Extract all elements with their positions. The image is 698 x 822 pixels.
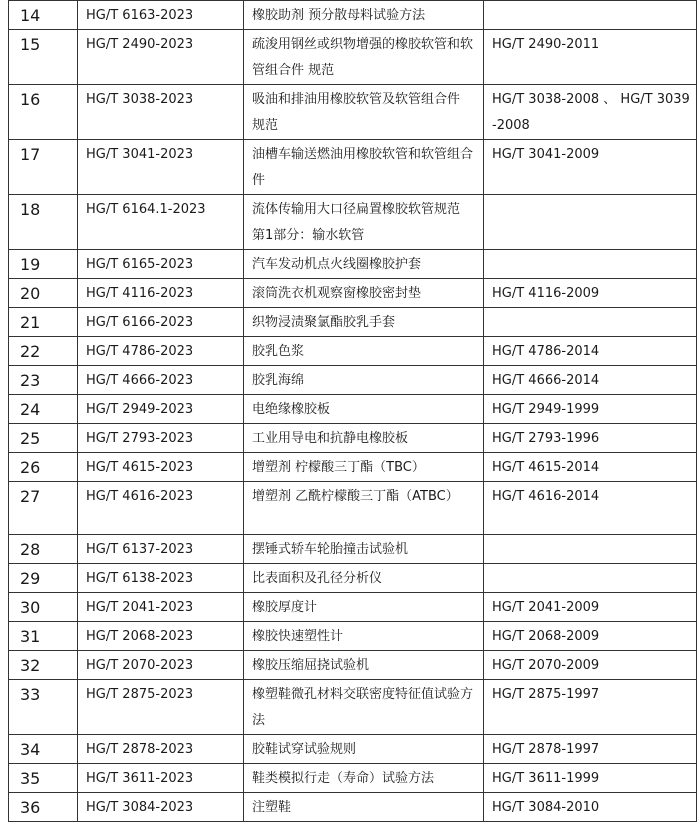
row-number: 21: [9, 308, 78, 337]
standard-code: HG/T 3041-2023: [78, 140, 244, 195]
table-row: [9, 453, 697, 482]
standard-code: HG/T 4615-2023: [78, 453, 244, 482]
row-number: 14: [9, 1, 78, 30]
table-row: [9, 764, 697, 793]
replaced-standard: HG/T 3084-2010: [484, 793, 697, 822]
standard-code: HG/T 2878-2023: [78, 735, 244, 764]
table-row: [9, 279, 697, 308]
row-number: 24: [9, 395, 78, 424]
replaced-standard: HG/T 4666-2014: [484, 366, 697, 395]
row-number: 31: [9, 622, 78, 651]
row-number: 23: [9, 366, 78, 395]
row-number: 34: [9, 735, 78, 764]
replaced-standard: HG/T 4615-2014: [484, 453, 697, 482]
standard-name: 橡胶厚度计: [244, 593, 484, 622]
table-row: [9, 424, 697, 453]
standard-name: 鞋类模拟行走（寿命）试验方法: [244, 764, 484, 793]
standard-code: HG/T 2949-2023: [78, 395, 244, 424]
table-row: [9, 250, 697, 279]
table-row: [9, 482, 697, 535]
table-row: [9, 140, 697, 195]
table-row: [9, 535, 697, 564]
standard-code: HG/T 6163-2023: [78, 1, 244, 30]
standard-name: 滚筒洗衣机观察窗橡胶密封垫: [244, 279, 484, 308]
row-number: 28: [9, 535, 78, 564]
standard-code: HG/T 4666-2023: [78, 366, 244, 395]
standard-code: HG/T 2793-2023: [78, 424, 244, 453]
replaced-standard: HG/T 4116-2009: [484, 279, 697, 308]
replaced-standard: HG/T 2793-1996: [484, 424, 697, 453]
standard-name: 胶鞋试穿试验规则: [244, 735, 484, 764]
standard-name: 汽车发动机点火线圈橡胶护套: [244, 250, 484, 279]
standard-code: HG/T 3084-2023: [78, 793, 244, 822]
standard-name: 摆锤式轿车轮胎撞击试验机: [244, 535, 484, 564]
table-row: [9, 735, 697, 764]
standard-code: HG/T 6137-2023: [78, 535, 244, 564]
standard-name: 比表面积及孔径分析仪: [244, 564, 484, 593]
table-row: [9, 195, 697, 250]
standard-name: 流体传输用大口径扁置橡胶软管规范 第1部分：输水软管: [244, 195, 484, 250]
row-number: 36: [9, 793, 78, 822]
standard-code: HG/T 4616-2023: [78, 482, 244, 535]
table-row: [9, 622, 697, 651]
replaced-standard: HG/T 3038-2008 、 HG/T 3039-2008: [484, 85, 697, 140]
row-number: 35: [9, 764, 78, 793]
standard-name: 橡塑鞋微孔材料交联密度特征值试验方法: [244, 680, 484, 735]
standard-name: 橡胶快速塑性计: [244, 622, 484, 651]
replaced-standard: HG/T 3611-1999: [484, 764, 697, 793]
table-row: [9, 793, 697, 822]
replaced-standard: HG/T 2878-1997: [484, 735, 697, 764]
standard-code: HG/T 6164.1-2023: [78, 195, 244, 250]
replaced-standard: [484, 535, 697, 564]
standard-name: 胶乳色浆: [244, 337, 484, 366]
standard-name: 增塑剂 乙酰柠檬酸三丁酯（ATBC）: [244, 482, 484, 535]
standard-code: HG/T 2070-2023: [78, 651, 244, 680]
table-row: [9, 593, 697, 622]
standard-code: HG/T 2068-2023: [78, 622, 244, 651]
standard-code: HG/T 3611-2023: [78, 764, 244, 793]
row-number: 19: [9, 250, 78, 279]
replaced-standard: [484, 308, 697, 337]
table-row: [9, 564, 697, 593]
replaced-standard: [484, 250, 697, 279]
standard-code: HG/T 6138-2023: [78, 564, 244, 593]
table-row: [9, 85, 697, 140]
row-number: 27: [9, 482, 78, 535]
row-number: 18: [9, 195, 78, 250]
standard-name: 吸油和排油用橡胶软管及软管组合件 规范: [244, 85, 484, 140]
replaced-standard: HG/T 4616-2014: [484, 482, 697, 535]
standard-code: HG/T 4786-2023: [78, 337, 244, 366]
row-number: 17: [9, 140, 78, 195]
standard-name: 织物浸渍聚氯酯胶乳手套: [244, 308, 484, 337]
standard-name: 胶乳海绵: [244, 366, 484, 395]
standard-code: HG/T 2875-2023: [78, 680, 244, 735]
row-number: 29: [9, 564, 78, 593]
table-row: [9, 395, 697, 424]
row-number: 33: [9, 680, 78, 735]
standards-table: [8, 0, 697, 822]
table-row: [9, 337, 697, 366]
standard-name: 油槽车输送燃油用橡胶软管和软管组合件: [244, 140, 484, 195]
table-row: [9, 366, 697, 395]
standard-name: 橡胶助剂 预分散母料试验方法: [244, 1, 484, 30]
table-row: [9, 30, 697, 85]
row-number: 32: [9, 651, 78, 680]
standard-code: HG/T 3038-2023: [78, 85, 244, 140]
replaced-standard: [484, 1, 697, 30]
standard-name: 电绝缘橡胶板: [244, 395, 484, 424]
standard-name: 疏浚用钢丝或织物增强的橡胶软管和软管组合件 规范: [244, 30, 484, 85]
row-number: 22: [9, 337, 78, 366]
replaced-standard: [484, 564, 697, 593]
replaced-standard: HG/T 2041-2009: [484, 593, 697, 622]
replaced-standard: HG/T 3041-2009: [484, 140, 697, 195]
standard-name: 橡胶压缩屈挠试验机: [244, 651, 484, 680]
standard-code: HG/T 6165-2023: [78, 250, 244, 279]
standards-table-body: [9, 1, 697, 822]
table-row: [9, 308, 697, 337]
replaced-standard: HG/T 2949-1999: [484, 395, 697, 424]
row-number: 15: [9, 30, 78, 85]
row-number: 25: [9, 424, 78, 453]
row-number: 20: [9, 279, 78, 308]
standard-code: HG/T 6166-2023: [78, 308, 244, 337]
table-row: [9, 651, 697, 680]
replaced-standard: [484, 195, 697, 250]
standard-name: 增塑剂 柠檬酸三丁酯（TBC）: [244, 453, 484, 482]
standard-code: HG/T 4116-2023: [78, 279, 244, 308]
table-row: [9, 680, 697, 735]
standard-code: HG/T 2041-2023: [78, 593, 244, 622]
replaced-standard: HG/T 2875-1997: [484, 680, 697, 735]
standard-name: 工业用导电和抗静电橡胶板: [244, 424, 484, 453]
replaced-standard: HG/T 4786-2014: [484, 337, 697, 366]
row-number: 30: [9, 593, 78, 622]
replaced-standard: HG/T 2490-2011: [484, 30, 697, 85]
standard-code: HG/T 2490-2023: [78, 30, 244, 85]
replaced-standard: HG/T 2068-2009: [484, 622, 697, 651]
table-row: [9, 1, 697, 30]
standard-name: 注塑鞋: [244, 793, 484, 822]
replaced-standard: HG/T 2070-2009: [484, 651, 697, 680]
row-number: 26: [9, 453, 78, 482]
row-number: 16: [9, 85, 78, 140]
